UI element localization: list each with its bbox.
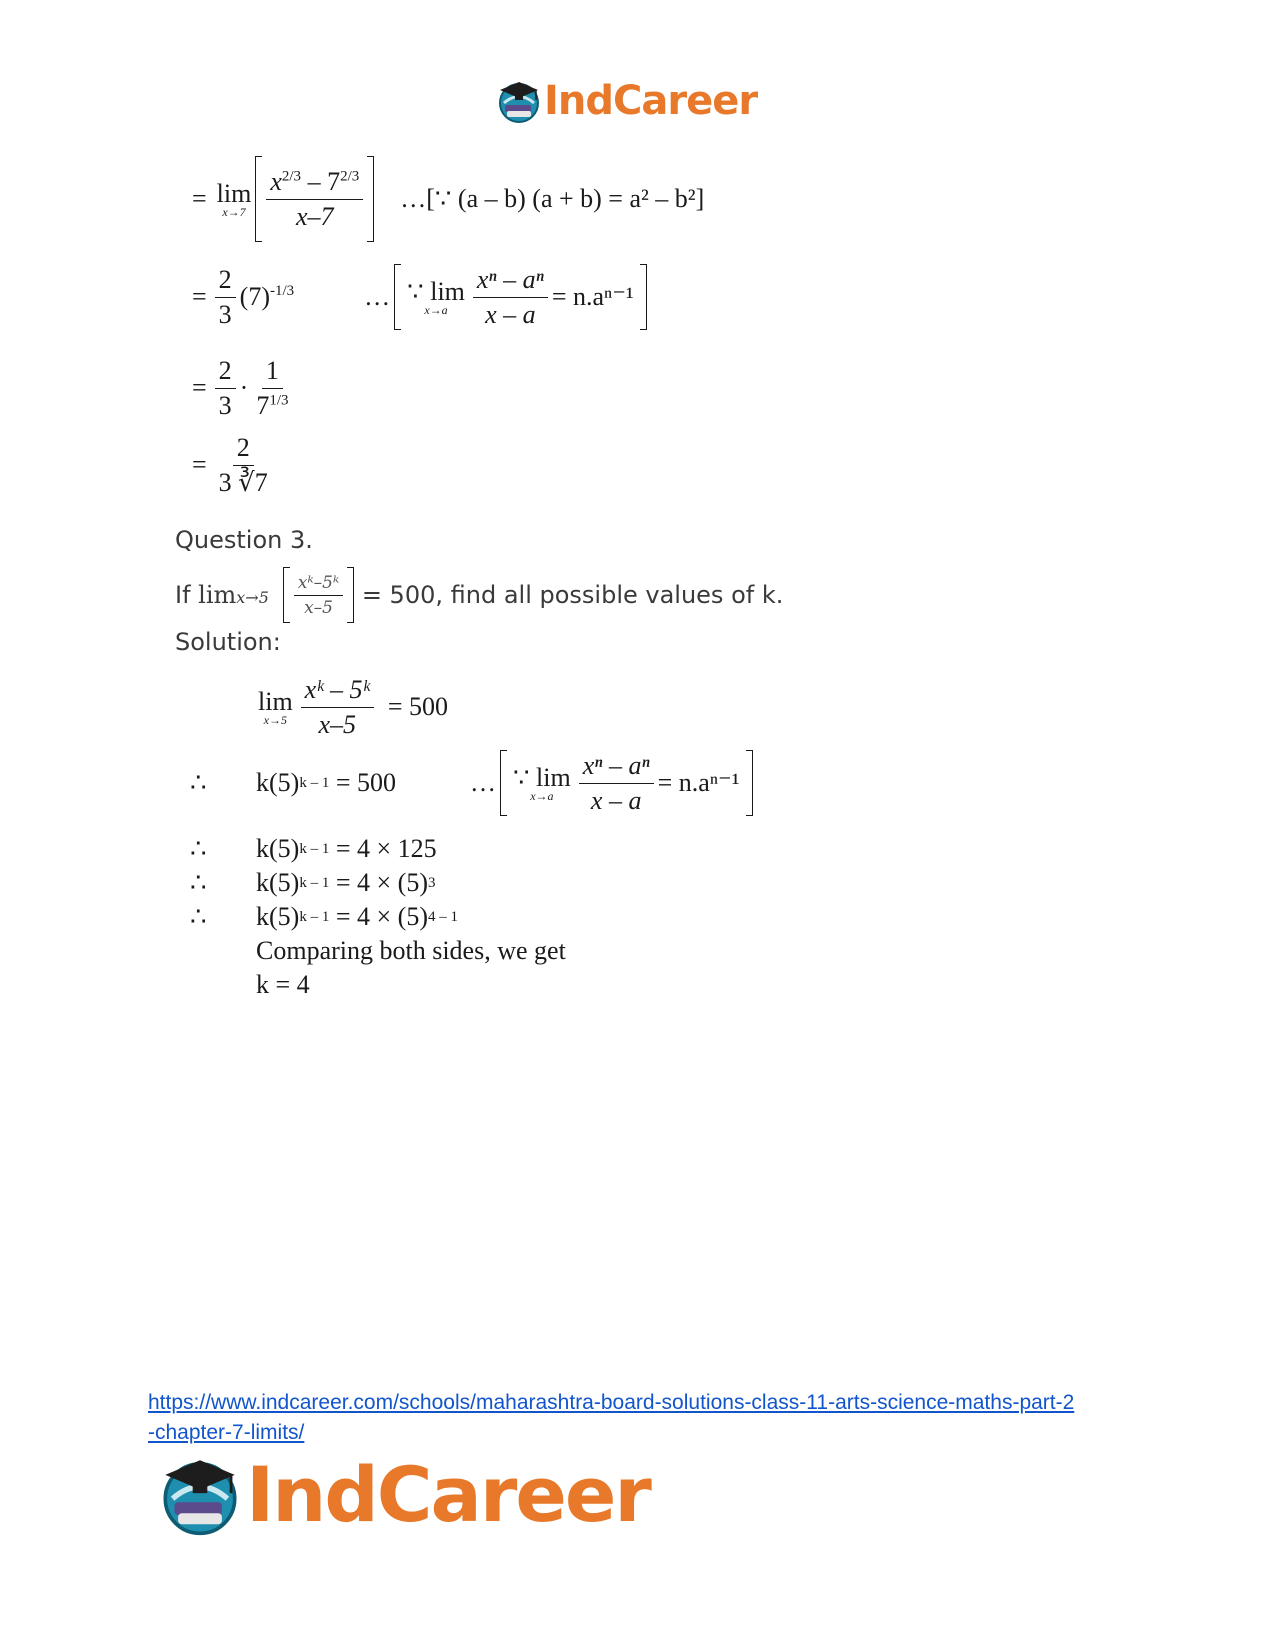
limit-operator [258,687,293,728]
numerator: xᵏ–5ᵏ [294,573,343,596]
solution-line-3: ∴ k(5) k – 1 = 4 × 125 [190,834,437,863]
limit-operator [513,763,571,804]
numerator-x: x [270,166,282,196]
numerator: 2 [215,265,236,298]
limit-operator [407,277,465,318]
lhs: k(5) [256,768,300,797]
lim-label: lim [258,686,293,716]
right-bracket [640,264,647,330]
therefore-symbol: ∴ [190,834,207,863]
left-bracket [500,750,507,816]
solution-line-2: ∴ k(5) k – 1 = 500 … ∵ lim x→a $\frac{\text{xⁿ – aⁿ}}{x - a}$ = n.aⁿ⁻¹ [190,748,753,818]
solution-line-7: k = 4 [256,970,310,999]
numerator: 1 [262,356,283,389]
right-bracket [367,156,374,242]
solution-line-5: ∴ k(5) k – 1 = 4 × (5) 4 – 1 [190,902,458,931]
numerator: xⁿ – aⁿ [473,265,548,298]
numerator: xⁿ – aⁿ [579,751,654,784]
denominator: 3 [218,299,232,329]
fraction [215,265,236,330]
lim-label: lim [216,178,252,208]
equation-rhs: = 500 [387,692,449,721]
math-line-3 [192,348,297,428]
equals-sign: = [192,282,207,311]
therefore-symbol: ∴ [190,902,207,931]
math-line-4 [192,430,276,500]
lim-subscript: x→7 [222,204,246,219]
limit-operator [217,179,252,220]
solution-heading: Solution: [175,628,281,656]
therefore-symbol: ∴ [190,768,207,797]
denominator: x – a [590,785,642,815]
base: (7) [239,282,270,311]
lim-subscript: x→5 [236,588,269,607]
math-line-2: = $\frac{2}{3}$ (7) $^{-1/3}$ … ∵ lim x→a $\frac{\text{xⁿ – aⁿ}}{x - a}$ = n.aⁿ⁻¹ [192,262,647,332]
because-lim-label: ∵ lim [513,762,571,792]
numerator: 2 [233,433,254,466]
exponent: 2/3 [281,167,302,184]
numerator-minus-term: – 7 [307,166,341,196]
left-bracket [394,264,401,330]
equals-sign: = [192,373,207,402]
therefore-symbol: ∴ [190,868,207,897]
source-link[interactable]: https://www.indcareer.com/schools/maharashtra-board-solutions-class-11-arts-science-maths-part-2-chapter-7-limits/ [148,1391,1075,1444]
exponent: 2/3 [340,167,360,184]
header-logo[interactable] [496,78,757,124]
formula-rhs: = n.aⁿ⁻¹ [551,282,634,311]
lhs: k(5) [256,902,300,931]
fraction [252,356,292,421]
lim-subscript: x→a [424,302,448,317]
lhs: k(5) [256,834,300,863]
brand-name: IndCareer [246,1450,650,1539]
ellipsis: … [470,768,496,797]
denominator: x–5 [304,597,333,618]
rhs: = 4 × 125 [329,834,437,863]
limit-operator [198,581,269,609]
ellipsis: … [364,282,391,311]
rhs: = 4 × (5) [329,902,428,931]
math-line-1 [192,154,704,244]
solution-line-4: ∴ k(5) k – 1 = 4 × (5) 3 [190,868,436,897]
graduation-cap-globe-icon [496,78,542,124]
graduation-cap-globe-icon [158,1453,242,1537]
fraction [215,433,272,498]
fraction [473,265,548,330]
solution-line-1 [258,672,448,742]
formula-rhs: = n.aⁿ⁻¹ [657,768,740,797]
question-prefix: If [175,581,199,609]
base: 7 [256,390,270,420]
fraction [294,573,343,618]
question-suffix: = 500, find all possible values of k. [354,581,784,609]
denominator: x–7 [296,201,334,231]
because-lim-label: ∵ lim [407,276,465,306]
numerator: xᵏ – 5ᵏ [301,675,374,708]
right-bracket [746,750,753,816]
denominator: 3 ∛7 [218,467,268,497]
multiply-dot: · [239,373,249,402]
lim-subscript: x→5 [263,712,287,727]
fraction [579,751,654,816]
denominator: 3 [218,390,232,420]
rhs: = 500 [329,768,396,797]
denominator [252,389,292,421]
fraction [215,356,236,421]
exponent: 1/3 [269,391,289,408]
question-text [175,562,783,628]
brand-name: IndCareer [544,78,758,124]
fraction [266,167,363,232]
right-bracket [347,567,354,623]
left-bracket [283,567,290,623]
question-heading: Question 3. [175,526,313,554]
numerator: 2 [215,356,236,389]
solution-line-6: Comparing both sides, we get [256,936,566,965]
equals-sign: = [192,184,207,213]
numerator [266,167,363,200]
denominator: x – a [485,299,536,329]
lim-label: lim [198,581,237,609]
denominator: x–5 [318,709,357,739]
footer-logo[interactable] [158,1450,650,1539]
equals-sign: = [192,450,207,479]
identity-note: …[∵ (a – b) (a + b) = a² – b²] [400,184,705,213]
lhs: k(5) [256,868,300,897]
fraction [301,675,374,740]
lim-subscript: x→a [530,788,554,803]
left-bracket [255,156,262,242]
rhs: = 4 × (5) [329,868,428,897]
